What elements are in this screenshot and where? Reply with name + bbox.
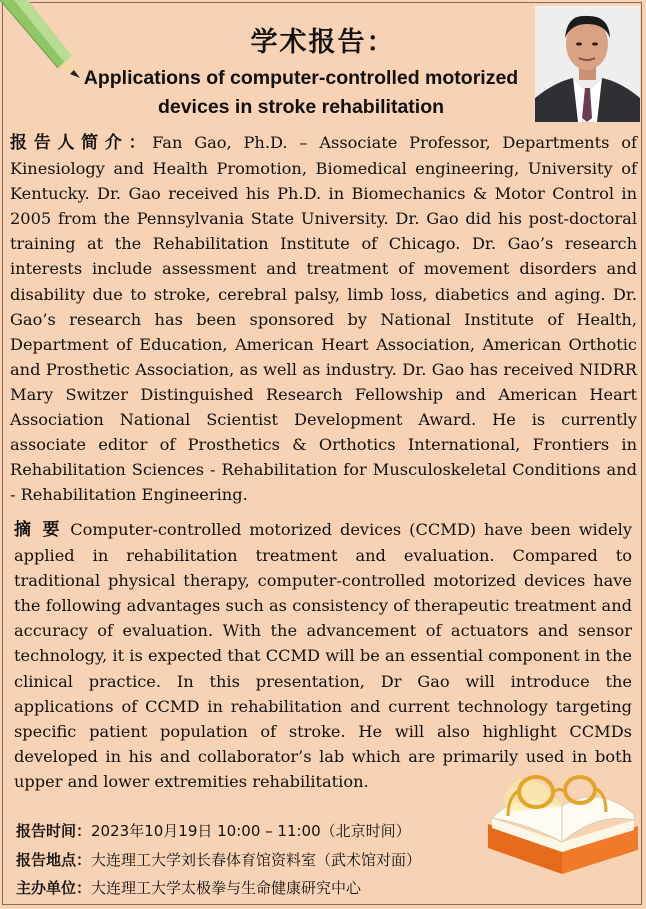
bio-text: Fan Gao, Ph.D. – Associate Professor, Departments of Kinesiology and Health Promotion, Biomedical engineering, University of Kentucky. Dr. Gao received his Ph.D. in Biomechanics & Motor Control in 2005 from the Pennsylvania State University. Dr. Gao did his post-doctoral training at the Rehabilitation Institute of Chicago. Dr. Gao’s research interests include assessment and treatment of movement disorders and disability due to stroke, cerebral palsy, limb loss, diabetics and aging. Dr. Gao’s research has been sponsored by National Institute of Health, Department of Education, American Heart Association, American Orthotic and Prosthetic Association, as well as industry. Dr. Gao has received NIDRR Mary Switzer Distinguished Research Fellowship and American Heart Association National Scientist Development Award. He is currently associate editor of Prosthetics & Orthotics International, Frontiers in Rehabilitation Sciences - Rehabilitation for Musculoskeletal Conditions and - Rehabilitation Engineering.: [10, 133, 637, 505]
place-row: [16, 849, 421, 870]
talk-abstract: [14, 517, 632, 794]
host-value: 大连理工大学太极拳与生命健康研究中心: [91, 879, 362, 897]
speaker-bio: [10, 130, 637, 507]
page-title: 学术报告：: [250, 27, 396, 58]
place-label: 报告地点：: [16, 851, 92, 869]
abstract-label: 摘 要: [14, 520, 63, 540]
bio-label: 报告人简介：: [10, 133, 153, 153]
talk-title: Applications of computer-controlled motorized devices in stroke rehabilitation: [83, 67, 519, 118]
time-row: [16, 820, 411, 841]
time-label: 报告时间：: [16, 822, 92, 840]
book-glasses-icon: [478, 762, 642, 882]
place-value: 大连理工大学刘长春体育馆资料室（武术馆对面）: [91, 851, 422, 869]
abstract-text: Computer-controlled motorized devices (CCMD) have been widely applied in rehabilitation treatment and evaluation. Compared to traditional physical therapy, computer-controlled motorized devices have the following advantages such as consistency of therapeutic treatment and accuracy of evaluation. With the advancement of actuators and sensor technology, it is expected that CCMD will be an essential component in the clinical practice. In this presentation, Dr Gao will introduce the applications of CCMD in rehabilitation and current technology targeting specific patient population of stroke. He will also highlight CCMDs developed in his and collaborator’s lab which are primarily used in both upper and lower extremities rehabilitation.: [14, 520, 632, 791]
host-row: [16, 877, 361, 898]
speaker-photo: [535, 6, 640, 122]
host-label: 主办单位：: [16, 879, 92, 897]
time-value: 2023年10月19日 10:00 – 11:00（北京时间）: [91, 822, 411, 840]
